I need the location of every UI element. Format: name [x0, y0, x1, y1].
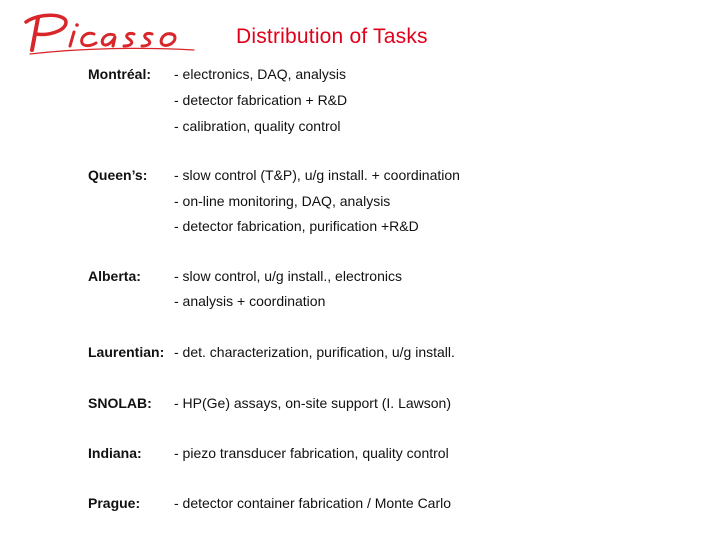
task-item: - detector container fabrication / Monte Carlo [174, 495, 452, 511]
task-item: - det. characterization, purification, u/g install. [174, 344, 455, 360]
task-item: - detector fabrication, purification +R&D [174, 218, 419, 234]
picasso-logo-art [22, 10, 202, 58]
task-item: - HP(Ge) assays, on-site support (I. Lawson) [174, 395, 451, 411]
task-item: - piezo transducer fabrication, quality control [174, 445, 449, 461]
page-title: Distribution of Tasks [236, 25, 428, 48]
picasso-logo [22, 10, 202, 58]
task-item: - slow control, u/g install., electronics [174, 268, 402, 284]
institution-name: Prague: [88, 495, 141, 511]
institution-name: Alberta: [88, 268, 141, 284]
institution-name: SNOLAB: [88, 395, 152, 411]
institution-name: Montréal: [88, 66, 151, 82]
institution-name: Laurentian: [88, 344, 165, 360]
task-item: - calibration, quality control [174, 118, 341, 134]
task-item: - detector fabrication + R&D [174, 92, 348, 108]
task-item: - analysis + coordination [174, 293, 326, 309]
task-item: - on-line monitoring, DAQ, analysis [174, 193, 391, 209]
institution-name: Queen’s: [88, 167, 148, 183]
institution-name: Indiana: [88, 445, 142, 461]
task-item: - electronics, DAQ, analysis [174, 66, 346, 82]
task-item: - slow control (T&P), u/g install. + coordination [174, 167, 460, 183]
